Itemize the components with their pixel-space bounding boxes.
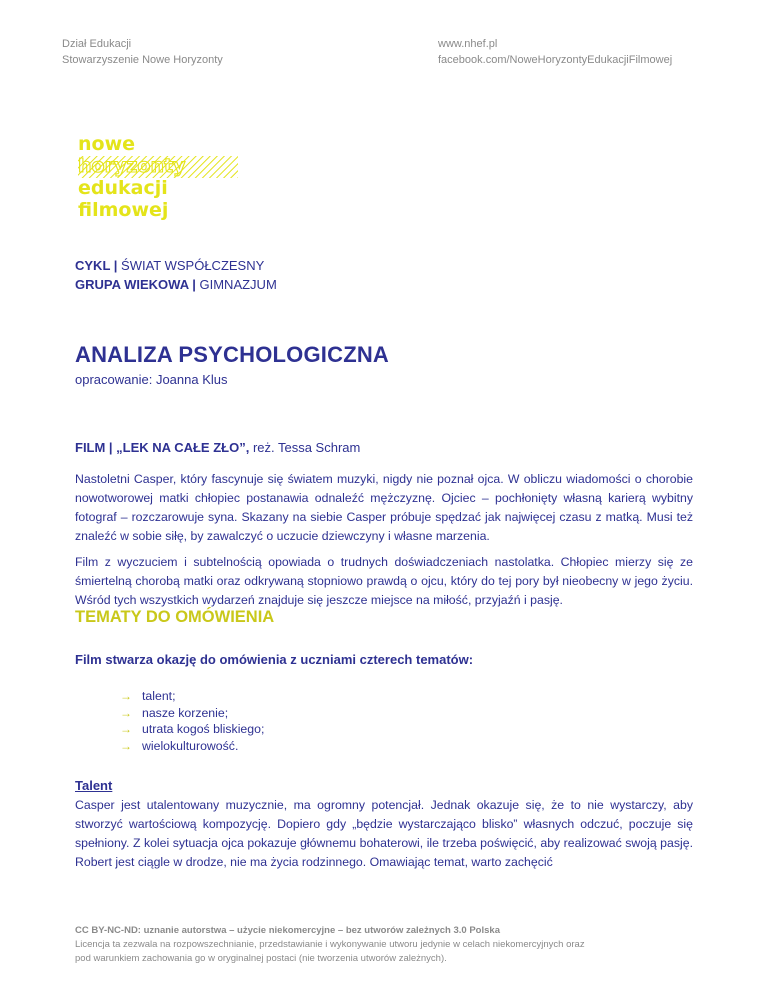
topic-text: wielokulturowość. [142, 738, 239, 753]
page-title: ANALIZA PSYCHOLOGICZNA [75, 342, 390, 367]
license-title: CC BY-NC-ND: uznanie autorstwa – użycie niekomercyjne – bez utworów zależnych 3.0 Polska [75, 925, 500, 936]
header-org-line1: Dział Edukacji [62, 38, 132, 50]
arrow-right-icon: → [120, 689, 132, 703]
arrow-right-icon: → [120, 738, 132, 753]
age-label: GRUPA WIEKOWA | [75, 277, 196, 292]
list-item [120, 721, 264, 738]
header-links [438, 36, 672, 68]
arrow-right-icon: → [120, 722, 132, 736]
cycle-row [75, 256, 277, 275]
topic-text: utrata kogoś bliskiego; [142, 722, 265, 736]
license-line-3: pod warunkiem zachowania go w oryginalnej postaci (nie tworzenia utworów zależnych). [75, 953, 447, 964]
topics-list [120, 688, 264, 754]
license-footer [75, 924, 585, 966]
logo-word-edukacji: edukacji [78, 177, 168, 199]
topic-text: nasze korzenie; [142, 705, 229, 720]
meta-info [75, 256, 277, 294]
header-web-link[interactable]: www.nhef.pl [438, 38, 498, 50]
synopsis-paragraph-2: Film z wyczuciem i subtelnością opowiada o trudnych doświadczeniach nastolatka. Chłopiec mierzy się ze śmiertelną chorobą matki oraz odkrywaną stopniowo prawdą o ojcu, który do tej pory był nieobecny w jego życiu. Wśród tych wszystkich wydarzeń znajduje się jeszcze miejsce na miłość, przyjaźń i pasję. [75, 555, 693, 607]
topic-text: talent; [142, 689, 176, 703]
age-row [75, 275, 277, 294]
logo-word-nowe: nowe [78, 133, 136, 155]
arrow-right-icon: → [120, 705, 132, 720]
list-item [120, 705, 264, 722]
page-subtitle: opracowanie: Joanna Klus [75, 372, 228, 387]
license-line-2: Licencja ta zezwala na rozpowszechnianie, przedstawianie i wykonywanie utworu jedynie w celach niekomercyjnych oraz [75, 939, 585, 950]
logo-word-horyzonty: horyzonty [78, 155, 186, 177]
age-value: GIMNAZJUM [199, 277, 277, 292]
list-item [120, 738, 264, 755]
film-info [75, 440, 360, 455]
logo-word-filmowej: filmowej [78, 199, 169, 221]
cycle-value: ŚWIAT WSPÓŁCZESNY [121, 258, 265, 273]
list-item [120, 688, 264, 705]
header-facebook-link[interactable]: facebook.com/NoweHoryzontyEdukacjiFilmowej [438, 54, 673, 66]
topics-heading: TEMATY DO OMÓWIENIA [75, 608, 275, 626]
synopsis-paragraph-1: Nastoletni Casper, który fascynuje się światem muzyki, nigdy nie poznał ojca. W obliczu wiadomości o chorobie nowotworowej matki chłopiec postanawia odnaleźć mężczyznę. Ojciec – pochłonięty własną karierą wybitny fotograf – rozczarowuje syna. Skazany na siebie Casper próbuje spędzać jak najwięcej czasu z matką. Musi też znaleźć w sobie siłę, by zawalczyć o uczucie dziewczyny i własne marzenia. [75, 472, 693, 543]
cycle-label: CYKL | [75, 258, 118, 273]
film-director: reż. Tessa Schram [252, 440, 361, 455]
header-org [62, 36, 223, 68]
nhef-logo [78, 132, 248, 222]
film-label: FILM | „LEK NA CAŁE ZŁO”, [75, 440, 250, 455]
talent-paragraph: Casper jest utalentowany muzycznie, ma ogromny potencjał. Jednak okazuje się, że to nie wystarczy, aby stworzyć wartościową kompozycję. Dopiero gdy „będzie wystarczająco blisko” własnych odczuć, poczuje się spełniony. Z kolei sytuacja ojca pokazuje głównemu bohaterowi, ile trzeba poświęcić, aby realizować swoją pasję. Robert jest ciągle w drodze, nie ma życia rodzinnego. Omawiając temat, warto zachęcić [75, 798, 693, 869]
header-org-line2: Stowarzyszenie Nowe Horyzonty [62, 54, 223, 66]
topics-intro: Film stwarza okazję do omówienia z uczniami czterech tematów: [75, 652, 474, 667]
talent-heading: Talent [75, 778, 113, 793]
